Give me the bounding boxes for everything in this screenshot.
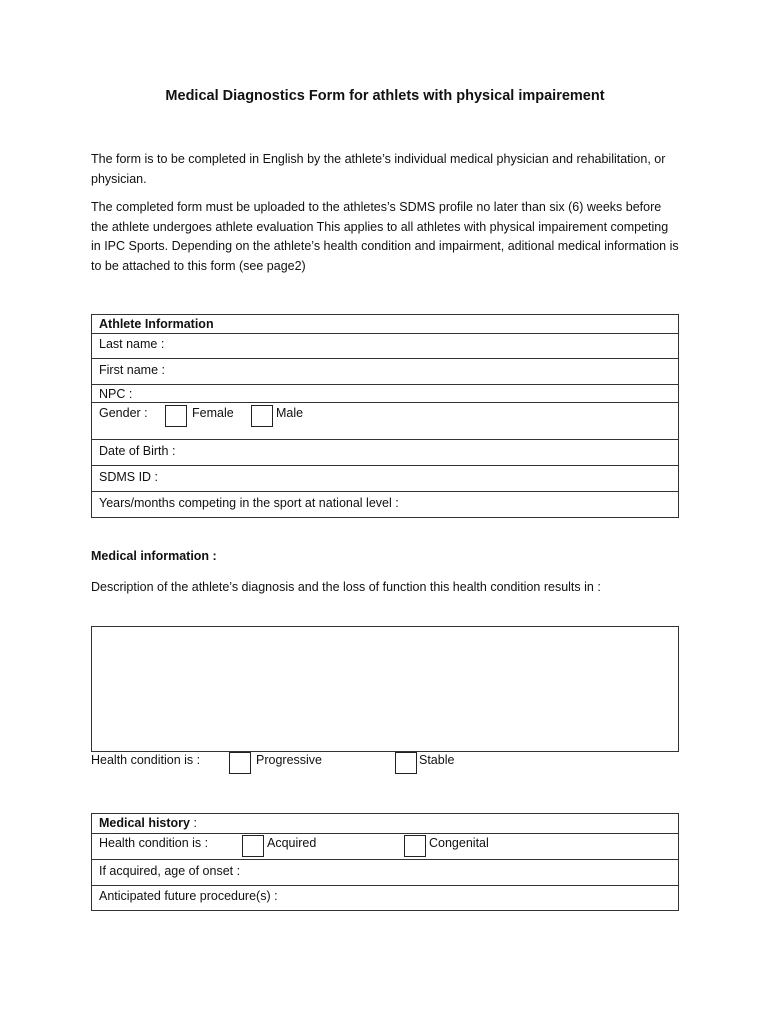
years-competing-label: Years/months competing in the sport at national level : — [99, 496, 399, 510]
progressive-option-label: Progressive — [256, 753, 322, 767]
female-option-label: Female — [192, 406, 234, 420]
age-of-onset-label: If acquired, age of onset : — [99, 864, 241, 878]
medical-history-header: Medical history — [99, 816, 190, 830]
progressive-checkbox[interactable] — [229, 752, 251, 774]
sdms-id-field[interactable] — [92, 465, 678, 491]
form-title: Medical Diagnostics Form for athlets with physical impairement — [165, 88, 605, 104]
acquired-checkbox[interactable] — [242, 835, 264, 857]
last-name-label: Last name : — [99, 337, 165, 351]
stable-checkbox[interactable] — [395, 752, 417, 774]
health-condition-label: Health condition is : — [91, 753, 201, 767]
npc-field[interactable] — [92, 384, 678, 402]
stable-option-label: Stable — [419, 753, 455, 767]
diagnosis-description-box[interactable] — [91, 626, 679, 752]
medical-information-heading: Medical information : — [91, 549, 217, 563]
athlete-information-table — [91, 314, 679, 518]
intro-paragraph-1: The form is to be completed in English by the athlete’s individual medical physician and rehabilitation, or physician. — [91, 152, 666, 186]
first-name-label: First name : — [99, 363, 165, 377]
health-condition-row — [91, 752, 679, 778]
congenital-checkbox[interactable] — [404, 835, 426, 857]
age-of-onset-field[interactable] — [92, 859, 678, 885]
female-checkbox[interactable] — [165, 405, 187, 427]
medical-history-header-colon: : — [190, 816, 197, 830]
gender-label: Gender : — [99, 406, 148, 420]
medical-history-header-row — [92, 814, 678, 833]
first-name-field[interactable] — [92, 358, 678, 384]
date-of-birth-label: Date of Birth : — [99, 444, 176, 458]
last-name-field[interactable] — [92, 333, 678, 358]
intro-paragraph-2: The completed form must be uploaded to the athletes’s SDMS profile no later than six (6) weeks before the athlete undergoes athlete evaluation This applies to all athletes with physical impairement competing in IPC Sports. Depending on the athlete’s health condition and impairment, aditional medical information is to be attached to this form (see page2) — [91, 200, 679, 273]
future-procedures-label: Anticipated future procedure(s) : — [99, 889, 278, 903]
male-option-label: Male — [276, 406, 304, 420]
sdms-id-label: SDMS ID : — [99, 470, 159, 484]
medical-history-table — [91, 813, 679, 911]
years-competing-field[interactable] — [92, 491, 678, 517]
date-of-birth-field[interactable] — [92, 439, 678, 465]
history-health-condition-label: Health condition is : — [99, 836, 209, 850]
acquired-option-label: Acquired — [267, 836, 317, 850]
diagnosis-description-prompt: Description of the athlete’s diagnosis and the loss of function this health condition results in : — [91, 580, 601, 594]
congenital-option-label: Congenital — [429, 836, 489, 850]
male-checkbox[interactable] — [251, 405, 273, 427]
future-procedures-field[interactable] — [92, 885, 678, 910]
athlete-information-header: Athlete Information — [99, 317, 214, 331]
gender-field — [92, 402, 678, 439]
npc-label: NPC : — [99, 387, 133, 401]
history-health-condition-row — [92, 833, 678, 859]
